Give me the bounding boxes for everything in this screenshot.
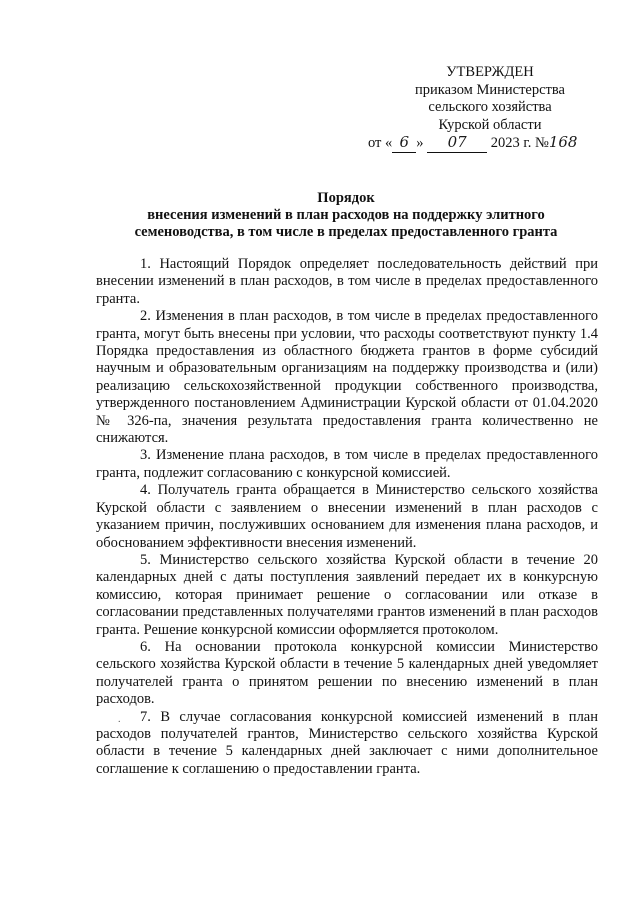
document-title (96, 190, 596, 241)
paragraph-3: 3. Изменение плана расходов, в том числе в пределах предоставленного гранта, подлежит согласованию с конкурсной комиссией. (96, 447, 598, 481)
document-body (96, 256, 598, 778)
approval-ministry-line: сельского хозяйства (428, 99, 552, 115)
date-year: 2023 г. № (490, 135, 549, 151)
paragraph-4: 4. Получатель гранта обращается в Министерство сельского хозяйства Курской области с заявлением о внесении изменений в план расходов с указанием причин, послуживших основанием для изменения плана расходов, и обоснованием эффективности внесения изменений. (96, 482, 598, 551)
paragraph-7: 7. В случае согласования конкурсной комиссией изменений в план расходов получателей грантов, Министерство сельского хозяйства Курской области в течение 5 календарных дней заключает с ними дополнительное соглашение к соглашению о предоставлении гранта. (96, 708, 598, 777)
handwritten-day: 6 (392, 134, 416, 153)
title-line-3: семеноводства, в том числе в пределах предоставленного гранта (134, 224, 558, 240)
approval-stamp (370, 64, 610, 153)
paragraph-5: 5. Министерство сельского хозяйства Курской области в течение 20 календарных дней с даты поступления заявлений передает их в конкурсную комиссию, которая принимает решение о согласовании или отказе в согласовании представленных получателями грантов изменений в план расходов гранта. Решение конкурсной комиссии оформляется протоколом. (96, 551, 598, 638)
paragraph-2: 2. Изменения в план расходов, в том числе в пределах предоставленного гранта, могут быть внесены при условии, что расходы соответствуют пункту 1.4 Порядка предоставления из областного бюджета грантов в форме субсидий научным и образовательным организациям на поддержку производства и (или) реализацию сельскохозяйственной продукции собственного производства, утвержденного постановлением Администрации Курской области от 01.04.2020 № 326-па, значения результата предоставления гранта количественно не снижаются. (96, 308, 598, 447)
handwritten-month: 07 (427, 134, 487, 153)
title-line-2: внесения изменений в план расходов на поддержку элитного (147, 207, 545, 223)
approval-heading: УТВЕРЖДЕН (446, 64, 534, 80)
handwritten-number: 168 (548, 133, 578, 151)
paragraph-1: 1. Настоящий Порядок определяет последовательность действий при внесении изменений в план расходов, в том числе в пределах предоставленного гранта. (96, 256, 598, 307)
date-prefix: от « (368, 135, 393, 151)
approval-order-line: приказом Министерства (415, 81, 565, 98)
approval-date-line (368, 134, 610, 153)
title-line-1: Порядок (317, 190, 375, 206)
stray-mark: . (118, 714, 121, 725)
date-mid: » (416, 135, 424, 151)
approval-region-line: Курской области (438, 116, 542, 133)
paragraph-6: 6. На основании протокола конкурсной комиссии Министерство сельского хозяйства Курской области в течение 5 календарных дней уведомляет получателей гранта о принятом решении по внесению изменений в план расходов. (96, 638, 598, 708)
